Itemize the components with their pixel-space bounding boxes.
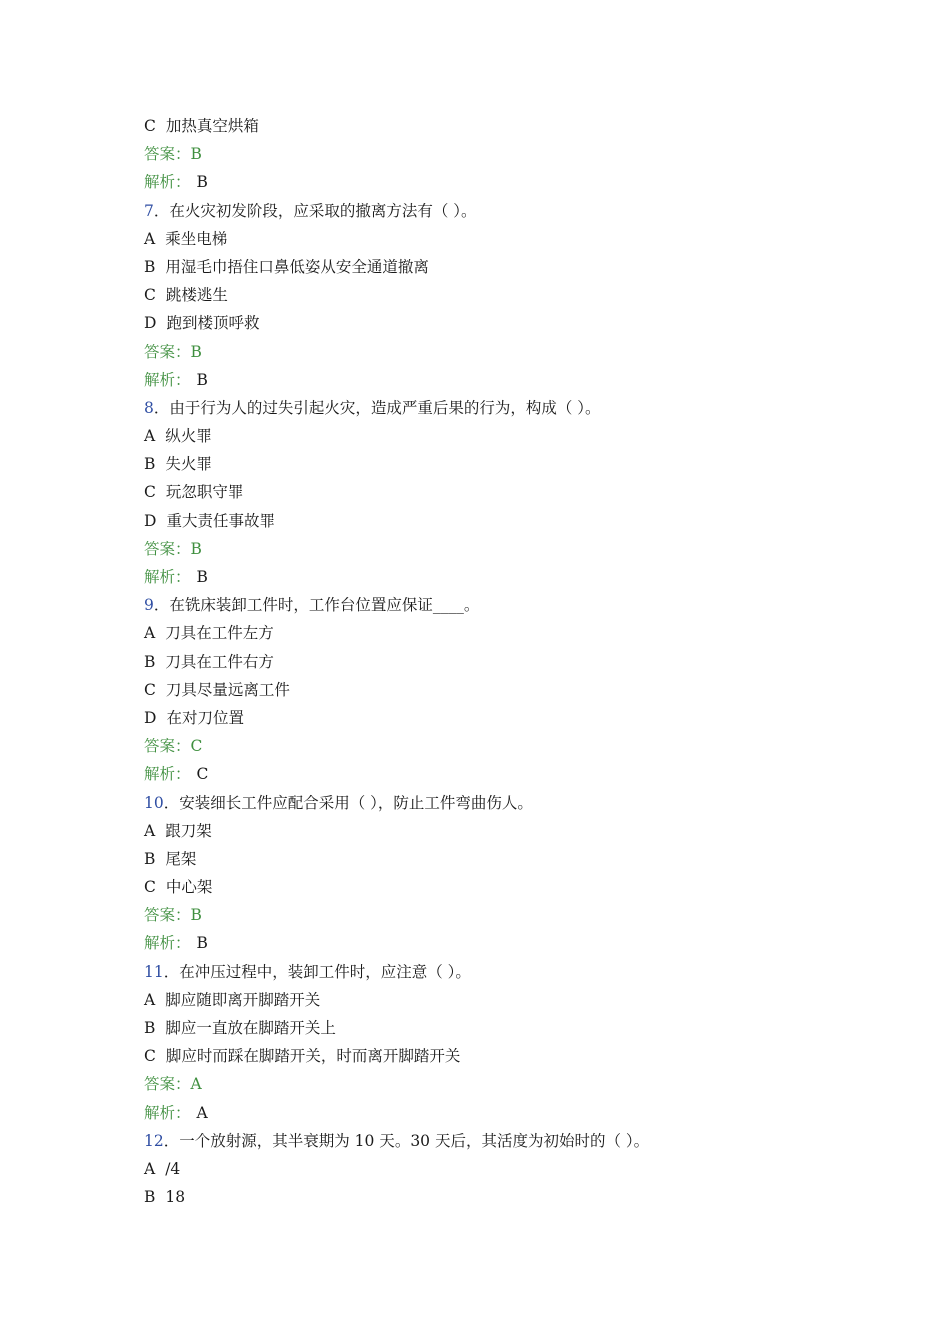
- analysis-value: B: [196, 173, 208, 192]
- question-stem: [144, 789, 950, 817]
- option-letter: C: [144, 117, 156, 135]
- option-line: [144, 986, 950, 1014]
- answer-value: B: [190, 906, 202, 925]
- option-line: [144, 450, 950, 478]
- analysis-label: 解析：: [144, 370, 191, 389]
- question-text: ．安装细长工件应配合采用（ ），防止工件弯曲伤人。: [163, 793, 533, 812]
- answer-value: B: [190, 145, 202, 164]
- question-number: 10: [144, 793, 164, 812]
- option-text: 用湿毛巾捂住口鼻低姿从安全通道撤离: [165, 257, 429, 276]
- option-text: 跳楼逃生: [165, 286, 228, 305]
- option-text: 脚应一直放在脚踏开关上: [165, 1019, 336, 1037]
- option-line: [144, 1042, 950, 1070]
- analysis-value: C: [196, 765, 209, 784]
- option-text: 乘坐电梯: [165, 229, 228, 248]
- option-text: 中心架: [165, 878, 213, 897]
- option-text: 失火罪: [165, 455, 212, 474]
- option-text: 尾架: [165, 849, 197, 868]
- analysis-label: 解析：: [144, 173, 191, 192]
- analysis-line: [144, 929, 950, 957]
- analysis-value: B: [196, 934, 208, 953]
- option-line: [144, 281, 950, 309]
- question-stem: [144, 958, 950, 986]
- option-letter: D: [144, 511, 157, 530]
- option-letter: D: [144, 314, 157, 333]
- answer-label: 答案：: [144, 145, 191, 164]
- option-line: [144, 253, 950, 281]
- option-line: [144, 704, 950, 732]
- question-text: ．在铣床装卸工件时，工作台位置应保证____。: [153, 596, 480, 615]
- option-letter: A: [144, 821, 156, 840]
- option-text: 玩忽职守罪: [165, 483, 244, 502]
- option-letter: A: [144, 427, 156, 446]
- option-line: [144, 309, 950, 337]
- analysis-line: [144, 760, 950, 788]
- option-line: [144, 478, 950, 506]
- option-line: [144, 112, 950, 140]
- question-text: ．在冲压过程中，装卸工件时，应注意（ ）。: [163, 962, 471, 981]
- analysis-label: 解析：: [144, 1103, 191, 1122]
- answer-line: [144, 901, 950, 929]
- question-stem: [144, 394, 950, 422]
- option-line: [144, 873, 950, 901]
- option-letter: B: [144, 1019, 156, 1037]
- option-line: [144, 507, 950, 535]
- option-line: [144, 676, 950, 704]
- analysis-line: [144, 563, 950, 591]
- analysis-label: 解析：: [144, 568, 191, 586]
- option-line: [144, 422, 950, 450]
- question-text: ．由于行为人的过失引起火灾，造成严重后果的行为，构成（ ）。: [153, 398, 601, 417]
- option-letter: C: [144, 286, 156, 305]
- answer-label: 答案：: [144, 342, 191, 361]
- analysis-value: B: [196, 370, 208, 389]
- option-line: [144, 1183, 950, 1211]
- option-text: 跑到楼顶呼救: [166, 314, 260, 333]
- option-letter: B: [144, 652, 156, 671]
- answer-line: [144, 535, 950, 563]
- question-number: 11: [144, 962, 164, 981]
- answer-line: [144, 1070, 950, 1098]
- analysis-line: [144, 366, 950, 394]
- option-text: 刀具在工件右方: [165, 652, 274, 671]
- analysis-line: [144, 1099, 950, 1127]
- answer-value: A: [190, 1075, 202, 1094]
- option-text: 刀具尽量远离工件: [165, 680, 290, 699]
- question-stem: [144, 1127, 950, 1155]
- analysis-label: 解析：: [144, 934, 191, 953]
- option-text: 脚应随即离开脚踏开关: [165, 990, 321, 1009]
- answer-label: 答案：: [144, 737, 191, 756]
- option-letter: C: [144, 483, 156, 502]
- option-letter: A: [144, 1159, 156, 1178]
- option-text: 18: [165, 1188, 186, 1207]
- option-text: 加热真空烘箱: [165, 117, 259, 135]
- answer-value: B: [190, 342, 202, 361]
- analysis-value: A: [196, 1103, 208, 1122]
- option-letter: C: [144, 680, 156, 699]
- question-number: 12: [144, 1131, 164, 1150]
- answer-value: B: [190, 539, 202, 558]
- answer-label: 答案：: [144, 1075, 191, 1094]
- option-text: 刀具在工件左方: [165, 624, 274, 643]
- option-line: [144, 648, 950, 676]
- option-letter: B: [144, 849, 156, 868]
- answer-label: 答案：: [144, 906, 191, 925]
- answer-line: [144, 732, 950, 760]
- option-letter: D: [144, 708, 157, 727]
- option-line: [144, 619, 950, 647]
- question-text: ．在火灾初发阶段，应采取的撤离方法有（ ）。: [153, 201, 477, 220]
- option-text: /4: [165, 1159, 181, 1178]
- analysis-label: 解析：: [144, 765, 191, 784]
- analysis-line: [144, 168, 950, 196]
- answer-line: [144, 338, 950, 366]
- option-letter: A: [144, 990, 156, 1009]
- answer-label: 答案：: [144, 539, 191, 558]
- option-letter: C: [144, 1047, 156, 1066]
- option-letter: C: [144, 878, 156, 897]
- option-line: [144, 225, 950, 253]
- option-line: [144, 845, 950, 873]
- option-line: [144, 1014, 950, 1042]
- question-stem: [144, 197, 950, 225]
- answer-line: [144, 140, 950, 168]
- question-number: 9: [144, 596, 154, 615]
- option-letter: A: [144, 229, 156, 248]
- answer-value: C: [190, 737, 203, 756]
- question-stem: [144, 591, 950, 619]
- option-text: 在对刀位置: [166, 708, 244, 727]
- option-line: [144, 817, 950, 845]
- option-line: [144, 1155, 950, 1183]
- option-letter: B: [144, 455, 156, 474]
- question-text: ．一个放射源，其半衰期为 10 天。30 天后，其活度为初始时的（ ）。: [163, 1131, 650, 1150]
- question-number: 7: [144, 201, 154, 220]
- question-number: 8: [144, 398, 154, 417]
- option-text: 重大责任事故罪: [166, 511, 275, 530]
- analysis-value: B: [196, 568, 208, 586]
- option-letter: B: [144, 257, 156, 276]
- option-letter: B: [144, 1188, 156, 1207]
- option-text: 跟刀架: [165, 821, 212, 840]
- option-text: 纵火罪: [165, 427, 212, 446]
- option-text: 脚应时而踩在脚踏开关，时而离开脚踏开关: [165, 1047, 461, 1066]
- option-letter: A: [144, 624, 156, 643]
